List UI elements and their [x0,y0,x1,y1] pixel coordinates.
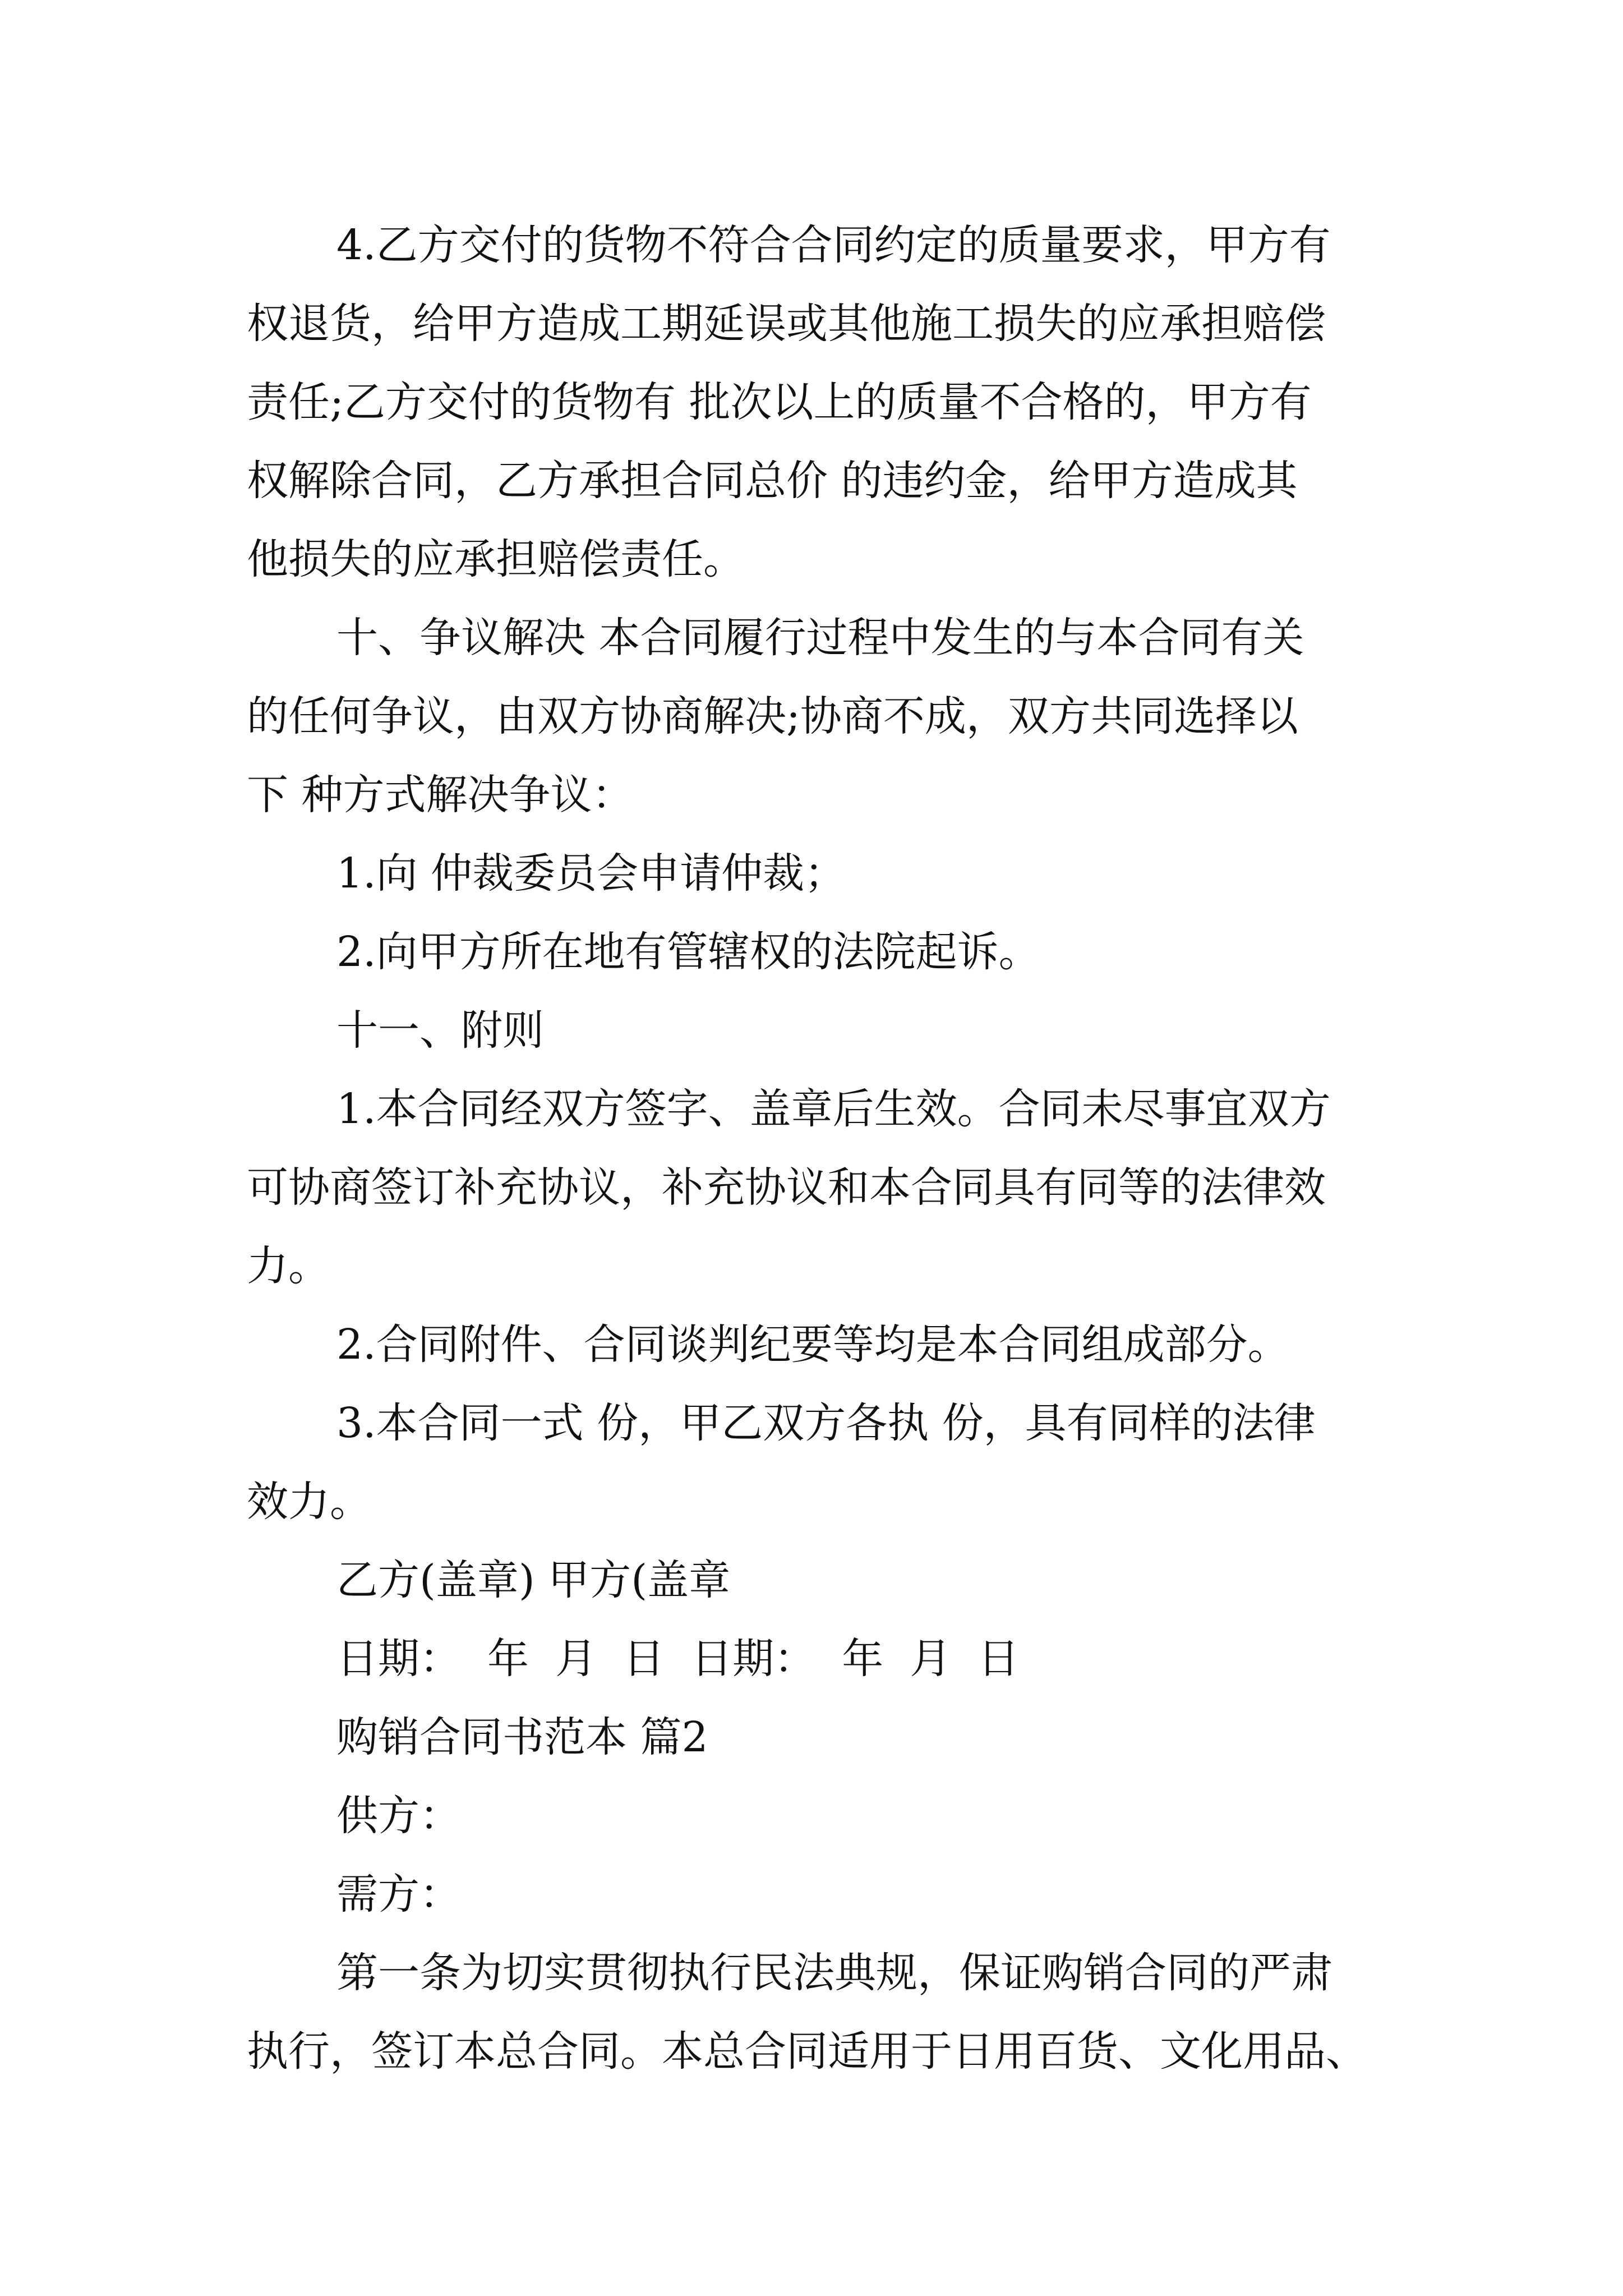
text-line-7: 的任何争议，由双方协商解决;协商不成，双方共同选择以 [247,692,1298,740]
text-line-16: 3.本合同一式 份，甲乙双方各执 份，具有同样的法律 [336,1399,1316,1447]
text-line-17: 效力。 [247,1478,371,1526]
text-line-12: 1.本合同经双方签字、盖章后生效。合同未尽事宜双方 [336,1085,1331,1133]
text-line-4: 权解除合同，乙方承担合同总价 的违约金，给甲方造成其 [247,457,1298,505]
text-line-14: 力。 [247,1242,330,1290]
dispute-option-1: 1.向 仲裁委员会申请仲裁； [336,849,846,898]
text-line-13: 可协商签订补充协议，补充协议和本合同具有同等的法律效 [247,1163,1326,1212]
date-line: 日期： 年 月 日 日期： 年 月 日 [336,1635,1020,1683]
dispute-option-2: 2.向甲方所在地有管辖权的法院起诉。 [336,928,1040,976]
section-eleven-heading: 十一、附则 [336,1006,544,1055]
text-line-2: 权退货，给甲方造成工期延误或其他施工损失的应承担赔偿 [247,300,1326,348]
section-ten-heading: 十、争议解决 本合同履行过程中发生的与本合同有关 [336,614,1304,662]
article-one-line-1: 第一条为切实贯彻执行民法典规，保证购销合同的严肃 [336,1949,1332,1997]
signature-line: 乙方(盖章) 甲方(盖章 [336,1556,731,1604]
text-line-1: 4.乙方交付的货物不符合合同约定的质量要求，甲方有 [336,221,1331,269]
supplier-label: 供方： [336,1792,461,1840]
buyer-label: 需方： [336,1870,461,1918]
text-line-3: 责任;乙方交付的货物有 批次以上的质量不合格的，甲方有 [247,378,1312,426]
article-one-line-2: 执行，签订本总合同。本总合同适用于日用百货、文化用品、 [247,2027,1367,2076]
text-line-8: 下 种方式解决争议： [247,771,634,819]
contract-title-part2: 购销合同书范本 篇2 [336,1713,708,1761]
text-line-15: 2.合同附件、合同谈判纪要等均是本合同组成部分。 [336,1320,1289,1369]
text-line-5: 他损失的应承担赔偿责任。 [247,535,745,583]
